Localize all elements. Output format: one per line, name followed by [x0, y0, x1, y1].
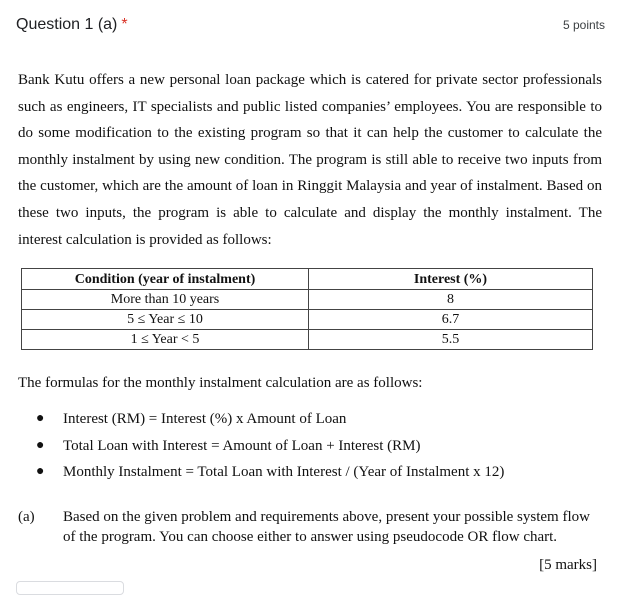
part-instructions: Based on the given problem and requirements above, present your possible system flow of the program. You can choose either to answer using pseudocode OR flow chart. [63, 509, 590, 545]
table-cell-interest: 8 [309, 290, 593, 310]
question-header [16, 16, 605, 34]
list-item [36, 409, 504, 436]
table-row [22, 330, 593, 350]
question-title [16, 16, 128, 34]
table-cell-condition: 1 ≤ Year < 5 [22, 330, 309, 350]
list-item [36, 436, 504, 463]
table-cell-interest: 5.5 [309, 330, 593, 350]
formula-list [36, 409, 504, 489]
formula-text: Monthly Instalment = Total Loan with Interest / (Year of Instalment x 12) [63, 464, 505, 480]
interest-rate-table [21, 268, 593, 350]
problem-description: Bank Kutu offers a new personal loan package which is catered for private sector professionals such as engineers, IT specialists and public listed companies’ employees. You are responsible to do some modification to the existing program so that it can help the customer to calculate the monthly instalment by using new condition. The program is still able to receive two inputs from the customer, which are the amount of loan in Ringgit Malaysia and year of instalment. Based on these two inputs, the program is able to calculate and display the monthly instalment. The interest calculation is provided as follows: [18, 72, 602, 248]
bullet-icon: ● [36, 464, 45, 479]
table-cell-condition: More than 10 years [22, 290, 309, 310]
table-header-interest: Interest (%) [309, 269, 593, 290]
table-header-condition: Condition (year of instalment) [22, 269, 309, 290]
bullet-icon: ● [36, 437, 45, 453]
question-title-text: Question 1 (a) [16, 16, 118, 33]
table-cell-interest: 6.7 [309, 310, 593, 330]
answer-input[interactable] [16, 581, 124, 595]
bullet-icon: ● [36, 411, 45, 426]
table-row [22, 310, 593, 330]
required-asterisk: * [121, 16, 128, 33]
formula-intro: The formulas for the monthly instalment calculation are as follows: [18, 375, 423, 391]
formula-text: Interest (RM) = Interest (%) x Amount of Loan [63, 411, 347, 427]
table-cell-condition: 5 ≤ Year ≤ 10 [22, 310, 309, 330]
marks-label: [5 marks] [539, 557, 597, 573]
list-item [36, 462, 504, 489]
table-row [22, 290, 593, 310]
table-header-row [22, 269, 593, 290]
formula-text: Total Loan with Interest = Amount of Loan + Interest (RM) [63, 437, 421, 454]
question-points: 5 points [562, 18, 605, 32]
part-label: (a) [18, 509, 35, 525]
